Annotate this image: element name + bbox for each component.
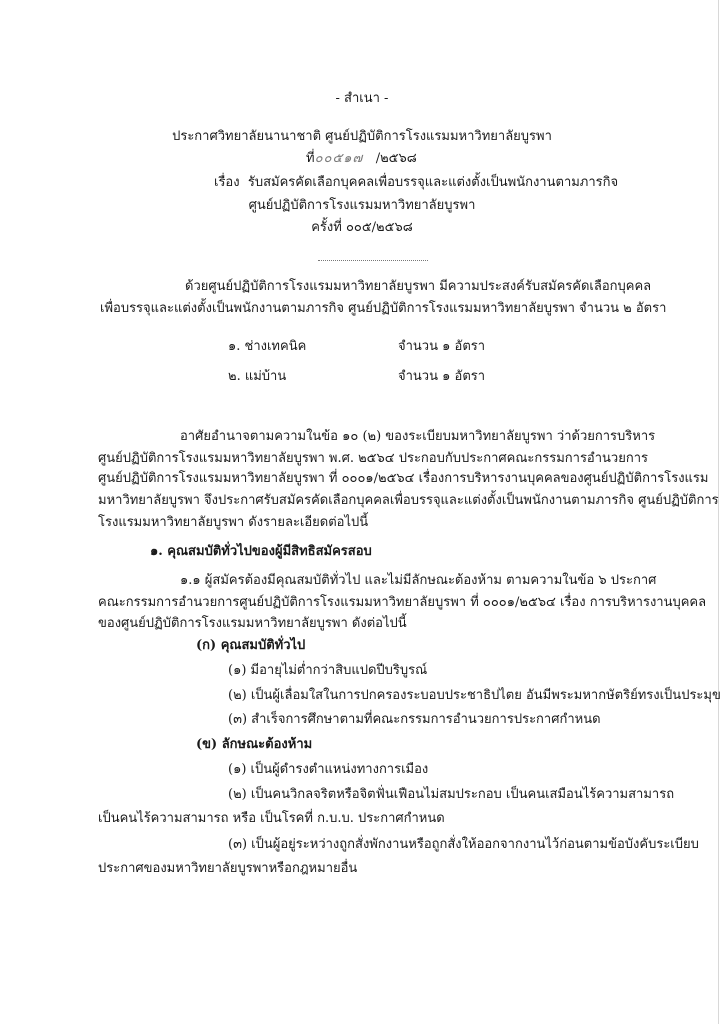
sub-b-heading: (ข) ลักษณะต้องห้าม	[196, 737, 313, 752]
authority-line-5: โรงแรมมหาวิทยาลัยบูรพา ดังรายละเอียดต่อไปนี้	[98, 515, 369, 530]
authority-line-2: ศูนย์ปฏิบัติการโรงแรมมหาวิทยาลัยบูรพา พ.ศ. ๒๕๖๔ ประกอบกับประกาศคณะกรรมการอำนวยการ	[98, 451, 648, 466]
position-count: จำนวน ๑ อัตรา	[398, 369, 486, 384]
sub-a-item: (๑) มีอายุไม่ต่ำกว่าสิบแปดปีบริบูรณ์	[228, 663, 428, 678]
authority-line-3: ศูนย์ปฏิบัติการโรงแรมมหาวิทยาลัยบูรพา ที่ ๐๐๐๑/๒๕๖๔ เรื่องการบริหารงานบุคคลของศูนย์ปฏิบัติการโรงแรม	[98, 471, 709, 486]
position-name: ๒. แม่บ้าน	[228, 369, 287, 384]
section-heading: ๑. คุณสมบัติทั่วไปของผู้มีสิทธิสมัครสอบ	[150, 544, 372, 559]
number-handwritten: ๐๐๕๑๗	[314, 151, 364, 166]
dotted-separator	[318, 260, 428, 261]
announcement-number	[306, 150, 417, 168]
sub-b-item: (๒) เป็นคนวิกลจริตหรือจิตฟั่นเฟือนไม่สมประกอบ เป็นคนเสมือนไร้ความสามารถ	[228, 787, 675, 802]
sub-a-item: (๓) สำเร็จการศึกษาตามที่คณะกรรมการอำนวยการประกาศกำหนด	[228, 712, 601, 727]
round-line: ครั้งที่ ๐๐๕/๒๕๖๘	[311, 220, 413, 235]
number-prefix: ที่	[306, 151, 315, 166]
sub-b-item-continued: ประกาศของมหาวิทยาลัยบูรพาหรือกฎหมายอื่น	[98, 861, 358, 876]
position-count: จำนวน ๑ อัตรา	[398, 339, 486, 354]
sub-b-item: (๑) เป็นผู้ดำรงตำแหน่งทางการเมือง	[228, 762, 429, 777]
sub-b-item: (๓) เป็นผู้อยู่ระหว่างถูกสั่งพักงานหรือถูกสั่งให้ออกจากงานไว้ก่อนตามข้อบังคับระเบียบ	[228, 837, 699, 852]
sub-a-item: (๒) เป็นผู้เลื่อมใสในการปกครองระบอบประชาธิปไตย อันมีพระมหากษัตริย์ทรงเป็นประมุข	[228, 688, 721, 703]
intro-line-1: ด้วยศูนย์ปฏิบัติการโรงแรมมหาวิทยาลัยบูรพา มีความประสงค์รับสมัครคัดเลือกบุคคล	[185, 279, 652, 294]
intro-line-2: เพื่อบรรจุและแต่งตั้งเป็นพนักงานตามภารกิจ ศูนย์ปฏิบัติการโรงแรมมหาวิทยาลัยบูรพา จำนวน ๒ อัตรา	[100, 301, 667, 316]
position-name: ๑. ช่างเทคนิค	[228, 339, 307, 354]
sub-b-item-continued: เป็นคนไร้ความสามารถ หรือ เป็นโรคที่ ก.บ.บ. ประกาศกำหนด	[98, 811, 445, 826]
authority-line-4: มหาวิทยาลัยบูรพา จึงประกาศรับสมัครคัดเลือกบุคคลเพื่อบรรจุและแต่งตั้งเป็นพนักงานตามภารกิจ ศูนย์ปฏิบัติการ	[98, 493, 719, 508]
number-suffix: /๒๕๖๘	[375, 151, 417, 166]
subject-label: เรื่อง	[214, 175, 240, 190]
section-para-line-1: ๑.๑ ผู้สมัครต้องมีคุณสมบัติทั่วไป และไม่มีลักษณะต้องห้าม ตามความในข้อ ๖ ประกาศ	[180, 573, 657, 588]
subject-line	[214, 174, 618, 192]
authority-line-1: อาศัยอำนาจตามความในข้อ ๑๐ (๒) ของระเบียบมหาวิทยาลัยบูรพา ว่าด้วยการบริหาร	[180, 429, 656, 444]
copy-mark: - สำเนา -	[335, 91, 389, 106]
announcement-title: ประกาศวิทยาลัยนานาชาติ ศูนย์ปฏิบัติการโรงแรมมหาวิทยาลัยบูรพา	[172, 129, 552, 144]
scan-edge-line	[718, 0, 719, 1024]
sub-a-heading: (ก) คุณสมบัติทั่วไป	[196, 638, 306, 653]
section-para-line-3: ของศูนย์ปฏิบัติการโรงแรมมหาวิทยาลัยบูรพา ดังต่อไปนี้	[98, 616, 407, 631]
subject-line-2: ศูนย์ปฏิบัติการโรงแรมมหาวิทยาลัยบูรพา	[248, 198, 476, 213]
subject-text: รับสมัครคัดเลือกบุคคลเพื่อบรรจุและแต่งตั้งเป็นพนักงานตามภารกิจ	[247, 175, 619, 190]
section-para-line-2: คณะกรรมการอำนวยการศูนย์ปฏิบัติการโรงแรมมหาวิทยาลัยบูรพา ที่ ๐๐๐๑/๒๕๖๔ เรื่อง การบริหารงานบุคคล	[98, 595, 707, 610]
